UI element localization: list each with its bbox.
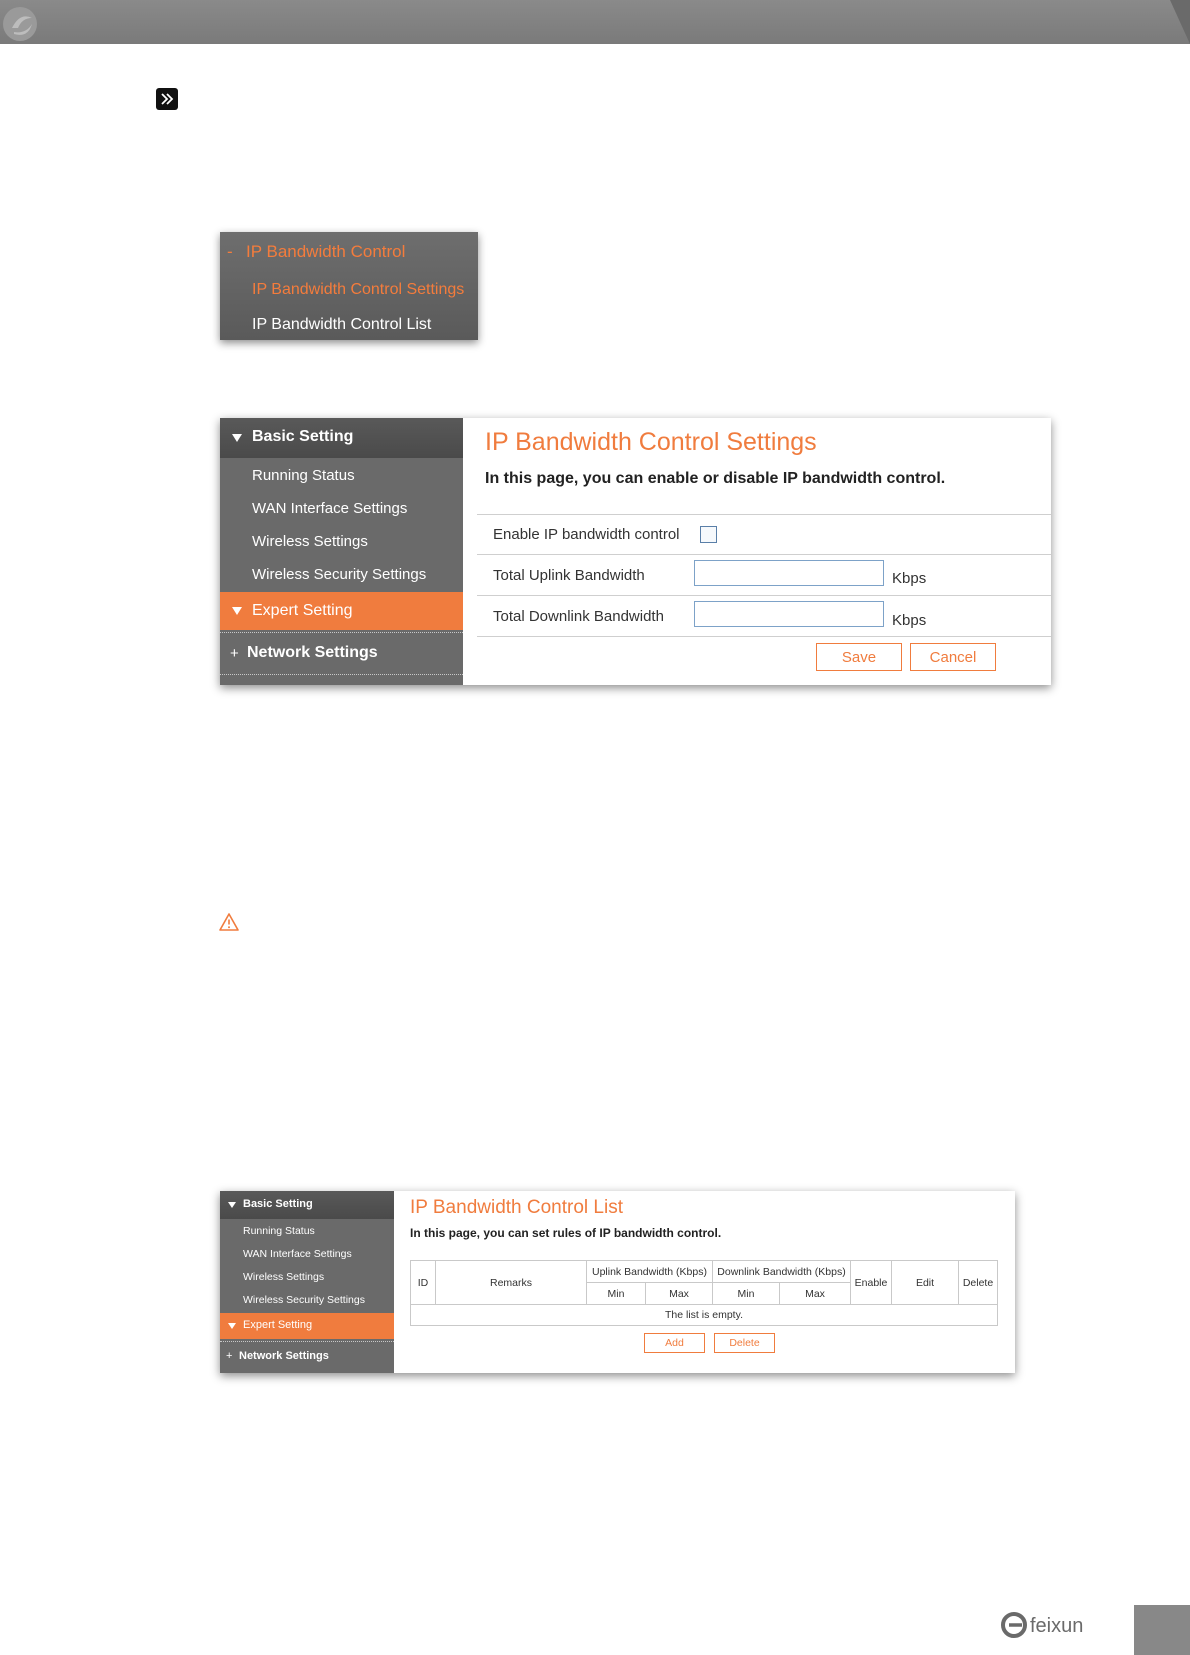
sidebar-item-wireless-settings[interactable]: Wireless Settings xyxy=(252,533,368,550)
triangle-down-icon xyxy=(232,607,242,615)
uplink-label: Total Uplink Bandwidth xyxy=(493,567,645,584)
sidebar-group-expert[interactable] xyxy=(220,592,463,630)
triangle-down-icon xyxy=(232,434,242,442)
add-button[interactable]: Add xyxy=(644,1333,705,1353)
uplink-input[interactable] xyxy=(694,560,884,586)
downlink-label: Total Downlink Bandwidth xyxy=(493,608,664,625)
sidebar-item-running-status[interactable]: Running Status xyxy=(243,1225,315,1237)
sidebar xyxy=(220,418,463,685)
col-edit: Edit xyxy=(892,1261,959,1305)
col-downlink: Downlink Bandwidth (Kbps) xyxy=(713,1261,851,1283)
enable-label: Enable IP bandwidth control xyxy=(493,526,680,543)
delete-button[interactable]: Delete xyxy=(714,1333,775,1353)
col-uplink-max: Max xyxy=(646,1283,713,1305)
page-description: In this page, you can enable or disable IP bandwidth control. xyxy=(485,470,946,487)
warning-triangle-icon xyxy=(218,912,240,932)
cancel-button[interactable]: Cancel xyxy=(910,643,996,671)
settings-screenshot xyxy=(220,418,1051,685)
downlink-unit: Kbps xyxy=(892,612,927,629)
sidebar-group-expert[interactable] xyxy=(220,1313,394,1339)
sidebar-item-wan-interface[interactable]: WAN Interface Settings xyxy=(252,500,408,517)
page-description: In this page, you can set rules of IP bandwidth control. xyxy=(410,1226,722,1240)
double-chevron-right-icon xyxy=(156,88,178,110)
divider xyxy=(220,632,463,633)
sidebar-group-label: Basic Setting xyxy=(252,428,354,445)
sidebar-group-label: Basic Setting xyxy=(243,1198,313,1210)
footer-brand-text: feixun xyxy=(1030,1615,1084,1637)
col-downlink-min: Min xyxy=(713,1283,780,1305)
uplink-unit: Kbps xyxy=(892,570,927,587)
sidebar-item-wireless-settings[interactable]: Wireless Settings xyxy=(243,1271,325,1283)
page-number-box xyxy=(1134,1605,1190,1655)
menu-group-ip-bandwidth-control[interactable]: IP Bandwidth Control xyxy=(246,242,406,261)
collapse-toggle[interactable]: - xyxy=(227,242,233,261)
rules-table xyxy=(410,1260,998,1326)
divider xyxy=(477,595,1051,596)
col-downlink-max: Max xyxy=(780,1283,851,1305)
sidebar-group-label: Expert Setting xyxy=(252,602,353,619)
col-id: ID xyxy=(411,1261,436,1305)
footer-brand-logo xyxy=(1000,1608,1110,1642)
expand-plus-icon: + xyxy=(226,1350,233,1362)
brand-swirl-icon xyxy=(0,4,46,44)
triangle-down-icon xyxy=(228,1323,236,1329)
empty-list-message: The list is empty. xyxy=(411,1305,998,1326)
sidebar-group-label: Expert Setting xyxy=(243,1319,313,1331)
menu-item-ip-bandwidth-settings[interactable]: IP Bandwidth Control Settings xyxy=(252,281,465,298)
sidebar-item-wan-interface[interactable]: WAN Interface Settings xyxy=(243,1248,352,1260)
ip-bandwidth-menu-popup xyxy=(220,232,478,340)
col-uplink-min: Min xyxy=(587,1283,646,1305)
sidebar-item-network-settings[interactable]: Network Settings xyxy=(247,644,378,661)
col-uplink: Uplink Bandwidth (Kbps) xyxy=(587,1261,713,1283)
sidebar-item-network-settings[interactable]: Network Settings xyxy=(239,1350,329,1362)
enable-checkbox[interactable] xyxy=(700,526,717,543)
sidebar xyxy=(220,1191,394,1373)
divider xyxy=(477,514,1051,515)
top-header-bar xyxy=(0,0,1190,44)
page-title: IP Bandwidth Control List xyxy=(410,1197,623,1218)
divider xyxy=(220,1341,394,1342)
col-delete: Delete xyxy=(959,1261,998,1305)
divider xyxy=(220,674,463,675)
sidebar-item-wireless-security[interactable]: Wireless Security Settings xyxy=(252,566,427,583)
divider xyxy=(477,636,1051,637)
triangle-down-icon xyxy=(228,1202,236,1208)
downlink-input[interactable] xyxy=(694,601,884,627)
menu-item-ip-bandwidth-list[interactable]: IP Bandwidth Control List xyxy=(252,316,432,333)
col-enable: Enable xyxy=(851,1261,892,1305)
expand-plus-icon: + xyxy=(230,645,239,662)
page-title: IP Bandwidth Control Settings xyxy=(485,428,817,456)
list-screenshot xyxy=(220,1191,1015,1373)
corner-accent xyxy=(1150,0,1190,44)
divider xyxy=(477,554,1051,555)
sidebar-item-running-status[interactable]: Running Status xyxy=(252,467,355,484)
save-button[interactable]: Save xyxy=(816,643,902,671)
sidebar-group-basic[interactable] xyxy=(220,1191,394,1219)
sidebar-group-basic[interactable] xyxy=(220,418,463,458)
sidebar-item-wireless-security[interactable]: Wireless Security Settings xyxy=(243,1294,365,1306)
col-remarks: Remarks xyxy=(436,1261,587,1305)
